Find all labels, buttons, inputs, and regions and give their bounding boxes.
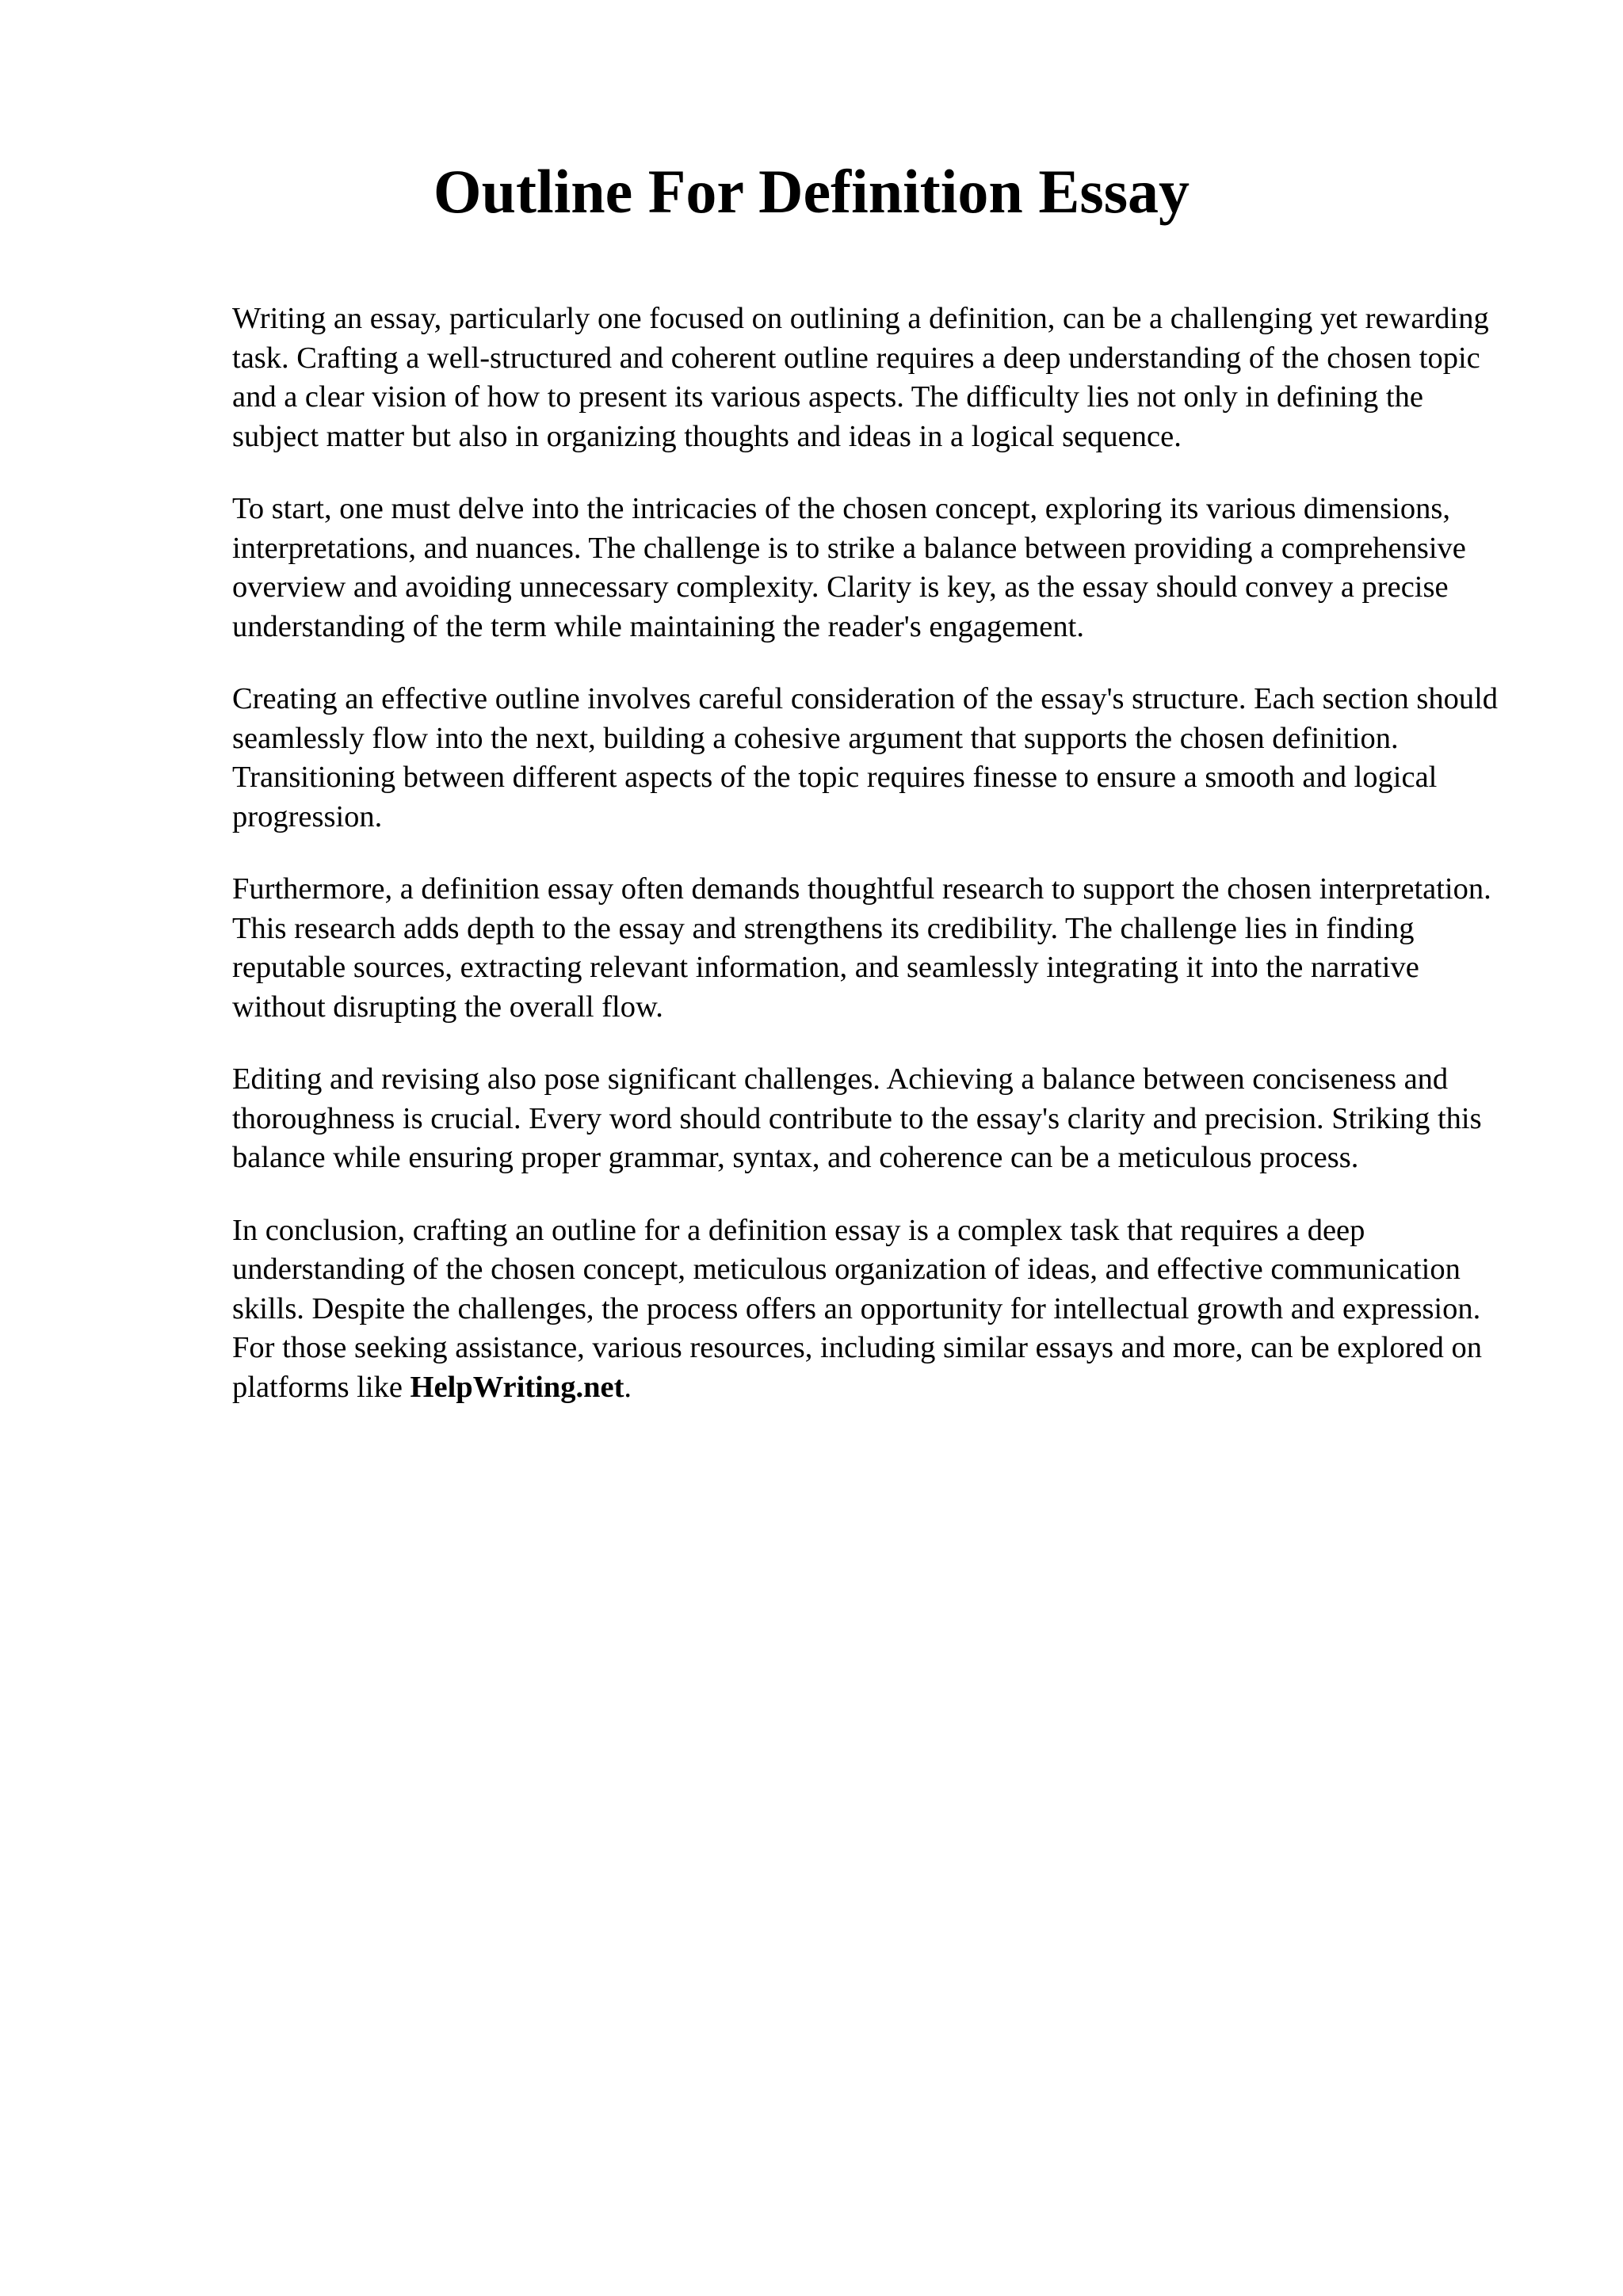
paragraph-editing: Editing and revising also pose significant challenges. Achieving a balance between conciseness and thoroughness is crucial. Every word should contribute to the essay's clarity and precision. Striking this balance while ensuring proper grammar, syntax, and coherence can be a meticulous process. (232, 1062, 1482, 1174)
page-title: Outline For Definition Essay (433, 157, 1190, 226)
paragraph-research: Furthermore, a definition essay often demands thoughtful research to support the chosen interpretation. This research adds depth to the essay and strengthens its credibility. The challenge lies in finding reputable sources, extracting relevant information, and seamlessly integrating it into the narrative without disrupting the overall flow. (232, 872, 1491, 1024)
helpwriting-link[interactable]: HelpWriting.net (410, 1370, 624, 1404)
document-body (232, 299, 1516, 1440)
paragraph-intro: Writing an essay, particularly one focused on outlining a definition, can be a challenging yet rewarding task. Crafting a well-structured and coherent outline requires a deep understanding of the chosen topic and a clear vision of how to present its various aspects. The difficulty lies not only in defining the subject matter but also in organizing thoughts and ideas in a logical sequence. (232, 302, 1489, 453)
paragraph-conclusion (232, 1211, 1516, 1408)
paragraph-structure: Creating an effective outline involves careful consideration of the essay's structure. Each section should seamlessly flow into the next, building a cohesive argument that supports the chosen definition. Transitioning between different aspects of the topic requires finesse to ensure a smooth and logical progression. (232, 682, 1499, 833)
conclusion-text: In conclusion, crafting an outline for a definition essay is a complex task that requires a deep understanding of the chosen concept, meticulous organization of ideas, and effective communication skills. Despite the challenges, the process offers an opportunity for intellectual growth and expression. For those seeking assistance, various resources, including similar essays and more, can be explored on platforms like (232, 1213, 1483, 1404)
paragraph-concept: To start, one must delve into the intricacies of the chosen concept, exploring its various dimensions, interpretations, and nuances. The challenge is to strike a balance between providing a comprehensive overview and avoiding unnecessary complexity. Clarity is key, as the essay should convey a precise understanding of the term while maintaining the reader's engagement. (232, 492, 1466, 643)
conclusion-end-punct: . (624, 1370, 632, 1404)
